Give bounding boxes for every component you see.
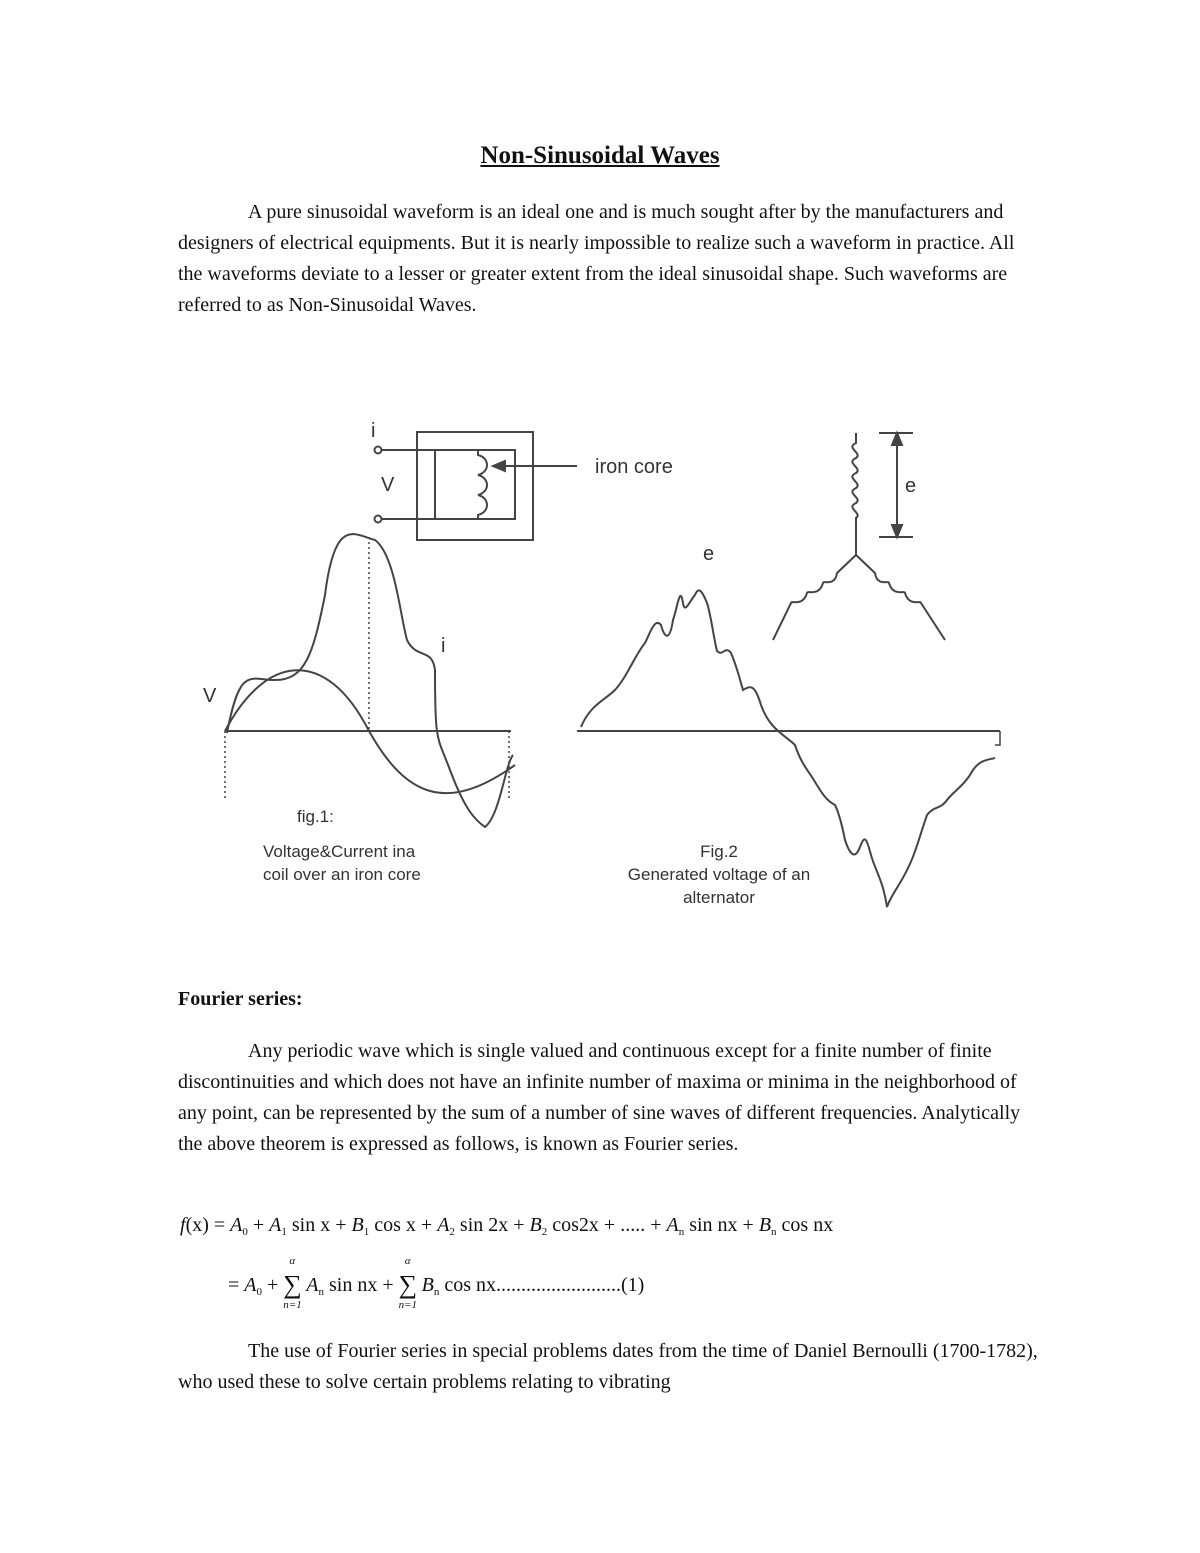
label-v-wave: V [203,685,217,707]
label-v-coil: V [381,474,395,496]
fig1-caption-title: fig.1: [297,807,334,826]
star-winding-right [856,555,945,640]
fourier-equation-line1: $f(x) = A_0 + A_1$ $\sin x + B_1$ $\cos x + A_2$ $\sin 2x + B_2$ cos2x + ..... + $A_n$ sin nx + $B_n$ cos nx [180,1214,834,1238]
sigma-symbol: α ∑ n=1 [398,1255,418,1311]
iron-core-inner [435,450,515,519]
fourier-heading: Fourier series: [178,988,303,1010]
star-winding-top [852,433,857,555]
page-title: Non-Sinusoidal Waves [480,142,720,169]
terminal-bottom [375,516,382,523]
fourier-text: Any periodic wave which is single valued and continuous except for a finite number of finite discontinuities and which does not have an infinite number of maxima or minima in the neighborhood of any point, can be represented by the sum of a number of sine waves of different frequencies. Analytically the above theorem is expressed as follows, is known as Fourier series. [178,1040,1021,1155]
intro-text: A pure sinusoidal waveform is an ideal one and is much sought after by the manufacturers and designers of electrical equipments. But it is nearly impossible to realize such a waveform in practice. All the waveforms deviate to a lesser or greater extent from the ideal sinusoidal shape. Such waveforms are referred to as Non-Sinusoidal Waves. [178,201,1015,316]
label-i-top: i [371,420,376,442]
coil-winding [478,450,487,519]
fig1-caption-line1: Voltage&Current ina [263,842,416,861]
star-winding-left [773,555,856,640]
waveform-figure [195,415,1015,935]
terminal-top [375,447,382,454]
label-e-arrow: e [905,475,917,497]
fig2-caption-line1: Generated voltage of an [627,865,811,884]
history-text: The use of Fourier series in special problems dates from the time of Daniel Bernoulli (1700-1782), who used these to solve certain problems relating to vibrating [178,1340,1038,1393]
generated-voltage-wave [581,590,995,907]
fig1-caption-line2: coil over an iron core [263,865,421,884]
history-paragraph [178,1336,1038,1398]
fig2-caption-line2: alternator [683,888,755,907]
intro-paragraph [178,197,1038,321]
label-e-wave: e [703,543,715,565]
label-iron-core: iron core [595,456,673,478]
current-wave [227,534,513,827]
fourier-equation-line2: = $A_0$ + α ∑ n=1 $A_n$ sin nx + α ∑ n=1 $B_n$ cos nx.........................(1) [228,1255,645,1311]
sigma-symbol: α ∑ n=1 [283,1255,302,1311]
fourier-paragraph [178,1036,1038,1160]
label-i-wave: i [441,635,446,657]
fig2-caption-title: Fig.2 [700,842,738,861]
